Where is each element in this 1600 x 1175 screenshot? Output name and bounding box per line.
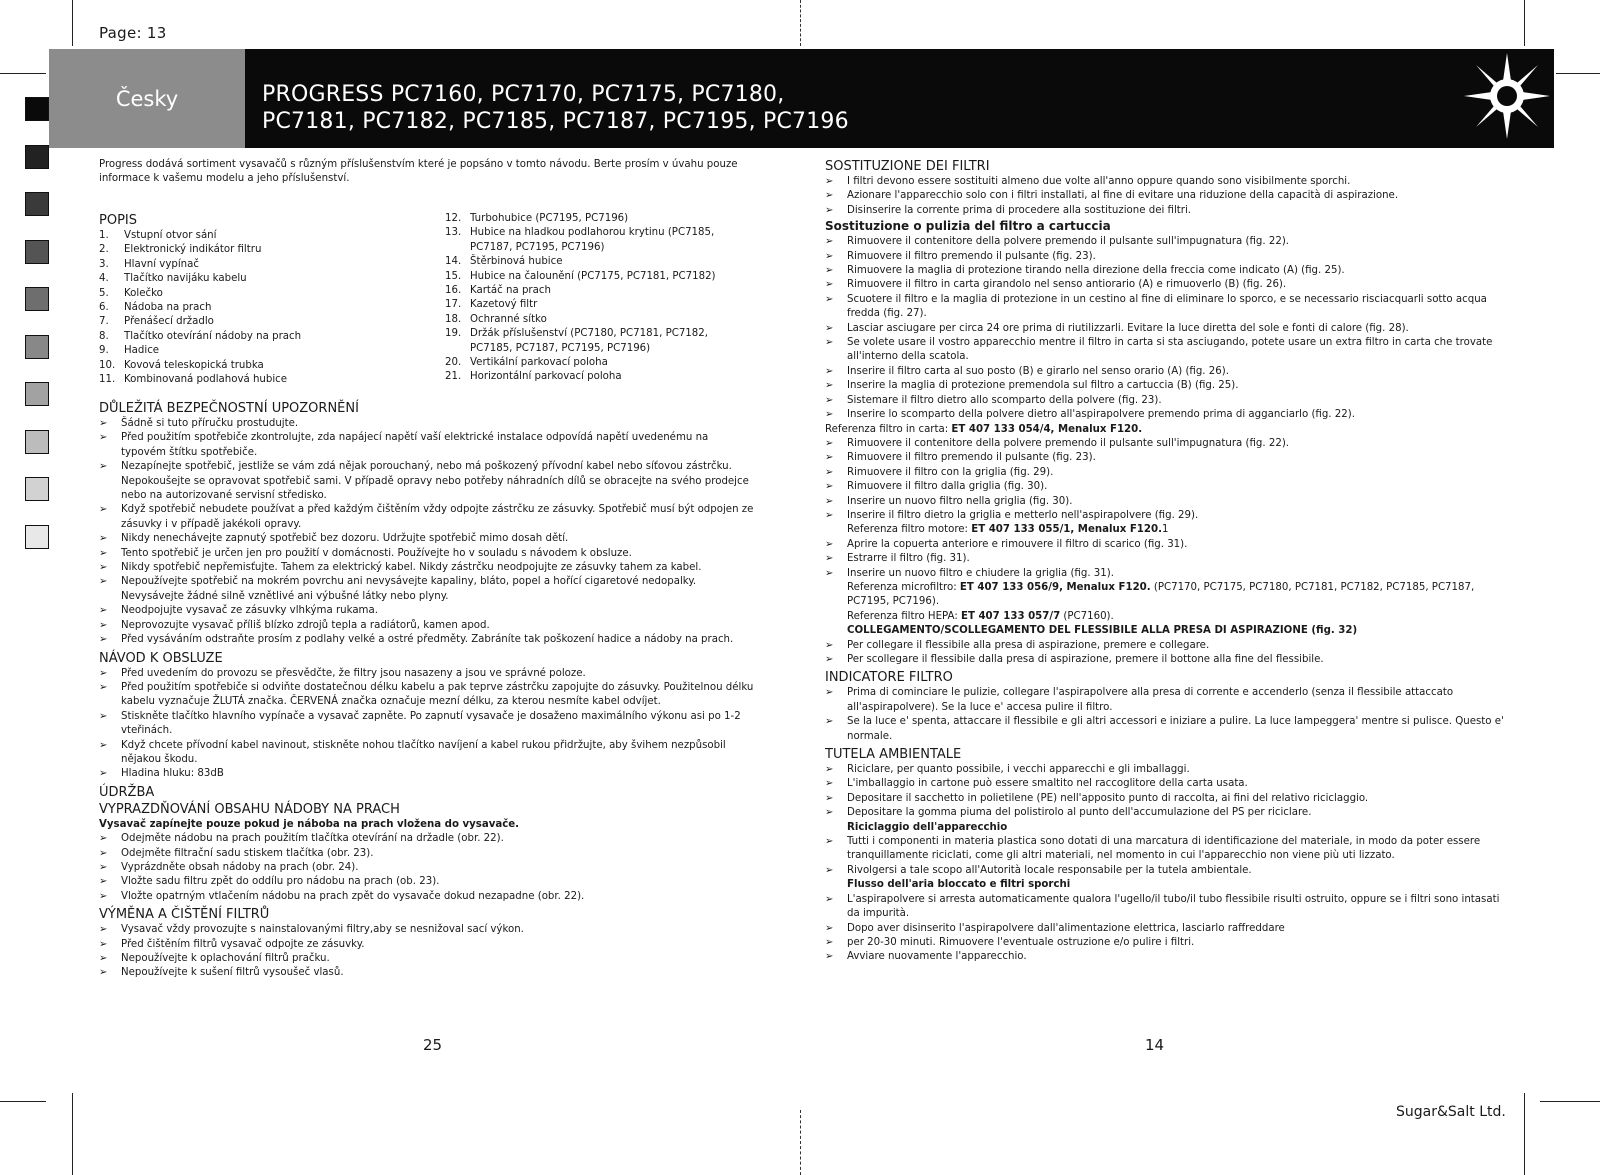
list-item: ➢ Per scollegare il flessibile dalla presa di aspirazione, premere il bottone alla fine del flessibile. [825,653,1505,667]
popis-item [445,356,745,370]
list-item: ➢ Stiskněte tlačítko hlavního vypínače a vysavač zapněte. Po zapnutí vysavače je dosaženo maximálního výkonu asi po 1-2 vteřinách. [99,710,754,739]
list-item: ➢ Lasciar asciugare per circa 24 ore prima di riutilizzarli. Evitare la luce diretta del sole e fonti di calore (fig. 28). [825,322,1505,336]
popis-text: Kovová teleskopická trubka [124,359,264,371]
title-line: PROGRESS PC7160, PC7170, PC7175, PC7180, [262,82,785,107]
list-item: ➢ Rimuovere il contenitore della polvere premendo il pulsante sull'impugnatura (fig. 22). [825,235,1505,249]
popis-section-2 [445,212,745,385]
gray-swatch [25,145,49,169]
crop-mark [0,1101,46,1102]
popis-number: 13. [445,227,462,239]
ref-label: Referenza filtro HEPA: [847,610,961,622]
crop-mark [72,1093,73,1175]
ref-label: Referenza microfiltro: [847,581,960,593]
safety-heading: DŮLEŽITÁ BEZPEČNOSTNÍ UPOZORNĚNÍ [99,401,359,416]
list-item: ➢ Rimuovere il filtro con la griglia (fig. 29). [825,466,1505,480]
list-item: ➢ Inserire il filtro carta al suo posto (B) e girarlo nel senso orario (A) (fig. 26). [825,365,1505,379]
list-item: ➢ Rimuovere il contenitore della polvere premendo il pulsante sull'impugnatura (fig. 22). [825,437,1505,451]
popis-text: Nádoba na prach [124,302,212,314]
popis-text: Ochranné sítko [470,313,547,325]
vyprazd-heading: VYPRAZDŇOVÁNÍ OBSAHU NÁDOBY NA PRACH [99,801,400,817]
list-item: ➢ Rimuovere il filtro premendo il pulsante (fig. 23). [825,250,1505,264]
navod-heading: NÁVOD K OBSLUZE [99,650,223,666]
popis-number: 17. [445,299,462,311]
popis-number: 1. [99,230,109,241]
popis-item [445,313,745,327]
popis-item [99,287,429,301]
list-item: ➢ Neodpojujte vysavač ze zásuvky vlhkýma rukama. [99,604,754,618]
popis-number: 10. [99,359,116,371]
list-item: ➢ Rivolgersi a tale scopo all'Autorità locale responsabile per la tutela ambientale. [825,864,1505,878]
crop-mark [0,73,46,74]
popis-number: 4. [99,273,109,285]
popis-text: Přenášecí držadlo [124,316,214,328]
popis-item [445,255,745,269]
popis-text: Kolečko [124,287,163,299]
fold-line [800,1110,801,1175]
gray-swatch [25,525,49,549]
page-label: Page: 13 [99,24,167,42]
popis-item [99,373,429,387]
list-item: ➢ Depositare la gomma piuma del polistirolo al punto dell'accumulazione del PS per riciclare. [825,806,1505,820]
crop-mark [1524,0,1525,46]
sost-list [825,175,1505,218]
popis-number: 20. [445,357,462,369]
popis-text: Elektronický indikátor filtru [124,244,262,256]
popis-text: Kombinovaná podlahová hubice [124,374,288,386]
popis-text: Kazetový filtr [470,299,538,311]
ref-micro [825,581,1505,610]
popis-item [99,315,429,329]
popis-number: 21. [445,371,462,383]
ref-label: Referenza filtro in carta: [825,423,952,435]
popis-item [445,298,745,312]
list-item: ➢ Vyprázdněte obsah nádoby na prach (obr. 24). [99,861,754,875]
gray-swatch [25,382,49,406]
popis-item [445,226,745,255]
popis-heading: POPIS [99,213,137,228]
popis-item [445,370,745,384]
popis-list [445,212,745,385]
vymena-list [99,923,754,981]
list-item: ➢ Inserire la maglia di protezione premendola sul filtro a cartuccia (B) (fig. 25). [825,379,1505,393]
ref-tail: 1 [1161,524,1169,536]
list-item: ➢ Prima di cominciare le pulizie, collegare l'aspirapolvere alla presa di corrente e accenderlo (senza il flessibile attaccato all'aspirapolvere). Se la luce e' accesa pulire il filtro. [825,686,1505,715]
ref-carta [825,423,1505,437]
list-item: ➢ Riciclare, per quanto possibile, i vecchi apparecchi e gli imballaggi. [825,763,1505,777]
popis-text: Horizontální parkovací poloha [470,371,622,383]
pulizia-list [825,235,1505,422]
popis-item [445,212,745,226]
popis-number: 16. [445,285,462,297]
popis-text: Držák příslušenství (PC7180, PC7181, PC7182, PC7185, PC7187, PC7195, PC7196) [470,328,708,354]
list-item: ➢ Rimuovere la maglia di protezione tirando nella direzione della freccia come indicato (A) (fig. 25). [825,264,1505,278]
list-item: ➢ Nepoužívejte k sušení filtrů vysoušeč vlasů. [99,966,754,980]
list-item: ➢ Před vysáváním odstraňte prosím z podlahy velké a ostré předměty. Zabráníte tak poškození hadice a nádoby na prach. [99,633,754,647]
list-item: ➢ Před použitím spotřebiče si odviňte dostatečnou délku kabelu a pak teprve zástrčku zapojujte do zásuvky. Použitelnou délku kabelu vyznačuje ŽLUTÁ značka. ČERVENÁ značka označuje mezní délku, za kterou nesmíte kabel odvíjet. [99,681,754,710]
popis-number: 5. [99,287,109,299]
header-banner [49,49,1554,148]
list-item: ➢ Inserire il filtro dietro la griglia e metterlo nell'aspirapolvere (fig. 29). [825,509,1505,523]
vymena-heading: VÝMĚNA A ČIŠTĚNÍ FILTRŮ [99,907,270,923]
ref-value: ET 407 133 055/1, Menalux F120. [971,524,1162,536]
list-item: ➢ Aprire la copuerta anteriore e rimouvere il filtro di scarico (fig. 31). [825,538,1505,552]
popis-item [445,327,745,356]
popis-item [99,330,429,344]
popis-item [445,270,745,284]
vyprazd-note: Vysavač zapínejte pouze pokud je náboba na prach vložena do vysavače. [99,818,520,830]
gray-swatch [25,477,49,501]
popis-item [99,301,429,315]
list-item: ➢ Nezapínejte spotřebič, jestliže se vám zdá nějak porouchaný, nebo má poškozený přívodní kabel nebo síťovou zástrčku. Nepokoušejte se opravovat spotřebič sami. V případě opravy nebo potřeby náhradních dílů se obracejte na svého prodejce nebo na autorizované servisní středisko. [99,460,754,503]
ref-label: Referenza filtro motore: [847,524,972,536]
uscita-list [825,538,1505,581]
popis-list [99,229,429,387]
popis-number: 19. [445,328,462,340]
list-item: ➢ Rimuovere il filtro premendo il pulsante (fig. 23). [825,451,1505,465]
popis-number: 3. [99,258,109,270]
indic-list [825,686,1505,744]
list-item: ➢ Per collegare il flessibile alla presa di aspirazione, premere e collegare. [825,639,1505,653]
list-item: ➢ Nepoužívejte spotřebič na mokrém povrchu ani nevysávejte kapaliny, bláto, popel a hořící cigaretové nedopalky. Nevysávejte žádné silně vznětlivé ani výbušné látky nebo plyny. [99,575,754,604]
list-item: ➢ Nikdy spotřebič nepřemisťujte. Tahem za elektrický kabel. Nikdy zástrčku neodpojujte ze zásuvky tahem za kabel. [99,561,754,575]
popis-text: Turbohubice (PC7195, PC7196) [470,213,629,224]
list-item: ➢ Dopo aver disinserito l'aspirapolvere dall'alimentazione elettrica, lasciarlo raffreddare [825,922,1505,936]
flusso-list [825,893,1505,965]
popis-item [99,359,429,373]
coll-heading-text: COLLEGAMENTO/SCOLLEGAMENTO DEL FLESSIBILE ALLA PRESA DI ASPIRAZIONE [847,625,1308,637]
ref-value: ET 407 133 056/9, Menalux F120. [959,581,1151,593]
popis-number: 12. [445,213,462,224]
list-item: ➢ Rimuovere il filtro in carta girandolo nel senso antiorario (A) e rimuoverlo (B) (fig. 26). [825,278,1505,292]
list-item: ➢ Se volete usare il vostro apparecchio mentre il filtro in carta si sta asciugando, potete usare un extra filtro in carta che trovate all'interno della scatola. [825,336,1505,365]
crop-mark [1556,73,1600,74]
popis-text: Tlačítko otevírání nádoby na prach [124,330,302,342]
popis-text: Hubice na čalounění (PC7175, PC7181, PC7182) [470,270,716,282]
list-item: ➢ I filtri devono essere sostituiti almeno due volte all'anno oppure quando sono visibilmente sporchi. [825,175,1505,189]
popis-number: 7. [99,316,109,328]
popis-item [99,243,429,257]
popis-text: Hadice [124,345,160,357]
list-item: ➢ Disinserire la corrente prima di procedere alla sostituzione dei filtri. [825,204,1505,218]
ref-value: ET 407 133 054/4, Menalux F120. [951,423,1143,435]
fold-line [800,0,801,46]
gray-swatch [25,335,49,359]
list-item: ➢ Neprovozujte vysavač příliš blízko zdrojů tepla a radiátorů, kamen apod. [99,619,754,633]
list-item: ➢ Estrarre il filtro (fig. 31). [825,552,1505,566]
list-item: ➢ Šádně si tuto příručku prostudujte. [99,417,754,431]
list-item: ➢ Nepoužívejte k oplachování filtrů pračku. [99,952,754,966]
udrzba-heading: ÚDRŽBA [99,784,155,800]
gray-swatch [25,430,49,454]
coll-list [825,639,1505,668]
page-number-left: 25 [423,1036,443,1054]
popis-item [99,258,429,272]
list-item: ➢ per 20-30 minuti. Rimuovere l'eventuale ostruzione e/o pulire i filtri. [825,936,1505,950]
ref-tail: (PC7170, PC7175, PC7180, PC7181, PC7182, PC7185, PC7187, PC7195, PC7196). [847,581,1475,608]
sun-logo-icon [1462,51,1552,141]
popis-number: 11. [99,374,116,386]
coll-heading [825,624,1505,638]
list-item: ➢ Vložte sadu filtru zpět do oddílu pro nádobu na prach (ob. 23). [99,875,754,889]
scarico-list [825,437,1505,523]
intro-paragraph: Progress dodává sortiment vysavačů s různým příslušenstvím které je popsáno v tomto návodu. Berte prosím v úvahu pouze informace k vašemu modelu a jeho příslušenství. [99,159,738,185]
list-item: ➢ Tutti i componenti in materia plastica sono dotati di una marcatura di identificazione del materiale, in modo da poter essere tranquillamente riciclati, come gli altri materiali, nel momento in cui l'apparecchio non viene più uti lizzato. [825,835,1505,864]
popis-text: Vertikální parkovací poloha [470,357,608,369]
list-item: ➢ Inserire un nuovo filtro e chiudere la griglia (fig. 31). [825,567,1505,581]
coll-fig: (fig. 32) [1307,625,1358,637]
list-item: ➢ Avviare nuovamente l'apparecchio. [825,950,1505,964]
list-item: ➢ Se la luce e' spenta, attaccare il flessibile e gli altri accessori e iniziare a pulire. La luce lampeggera' mentre si pulisce. Questo e' normale. [825,715,1505,744]
list-item: ➢ Před čištěním filtrů vysavač odpojte ze zásuvky. [99,938,754,952]
list-item: ➢ Hladina hluku: 83dB [99,767,754,781]
popis-number: 6. [99,302,109,314]
footer-brand: Sugar&Salt Ltd. [1396,1104,1506,1120]
ricicl-heading: Riciclaggio dell'apparecchio [847,821,1008,833]
ref-motore [825,523,1505,537]
popis-text: Hlavní vypínač [124,258,199,270]
crop-mark [1540,1101,1600,1102]
page-number-right: 14 [1145,1036,1165,1054]
list-item: ➢ Vysavač vždy provozujte s nainstalovanými filtry,aby se nesnižoval sací výkon. [99,923,754,937]
left-sections [99,400,754,981]
safety-list [99,417,754,648]
list-item: ➢ Před uvedením do provozu se přesvědčte, že filtry jsou nasazeny a jsou ve správné poloze. [99,667,754,681]
intro-text [99,158,739,187]
gray-swatch [25,240,49,264]
flusso-heading: Flusso dell'aria bloccato e filtri sporchi [847,879,1071,891]
popis-item [99,272,429,286]
popis-text: Tlačítko navijáku kabelu [124,273,247,285]
list-item: ➢ Depositare il sacchetto in polietilene (PE) nell'apposito punto di raccolta, ai fini del relativo riciclaggio. [825,792,1505,806]
list-item: ➢ Inserire lo scomparto della polvere dietro all'aspirapolvere premendo prima di agganciarlo (fig. 22). [825,408,1505,422]
list-item: ➢ Rimuovere il filtro dalla griglia (fig. 30). [825,480,1505,494]
popis-text: Štěrbinová hubice [470,256,563,268]
ref-value: ET 407 133 057/7 [961,610,1061,622]
popis-section [99,212,429,387]
list-item: ➢ Odejměte filtrační sadu stiskem tlačítka (obr. 23). [99,847,754,861]
crop-mark [1524,1093,1525,1175]
right-sections [825,158,1505,965]
popis-text: Kartáč na prach [470,285,551,297]
ricicl-list [825,835,1505,878]
list-item: ➢ Tento spotřebič je určen jen pro použití v domácnosti. Používejte ho v souladu s návodem k obsluze. [99,547,754,561]
popis-number: 2. [99,244,109,256]
gray-swatch [25,287,49,311]
indic-heading: INDICATORE FILTRO [825,670,953,686]
list-item: ➢ Sistemare il filtro dietro allo scomparto della polvere (fig. 23). [825,394,1505,408]
list-item: ➢ L'imballaggio in cartone può essere smaltito nel raccoglitore della carta usata. [825,777,1505,791]
tutela-list [825,763,1505,821]
ref-tail: (PC7160). [1060,610,1114,622]
list-item: ➢ Odejměte nádobu na prach použitím tlačítka otevírání na držadle (obr. 22). [99,832,754,846]
popis-number: 8. [99,330,109,342]
gray-swatch [25,97,49,121]
list-item: ➢ Nikdy nenechávejte zapnutý spotřebič bez dozoru. Udržujte spotřebič mimo dosah dětí. [99,532,754,546]
list-item: ➢ Před použitím spotřebiče zkontrolujte, zda napájecí napětí vaší elektrické instalace odpovídá napětí uvedenému na typovém štítku spotřebiče. [99,431,754,460]
list-item: ➢ Inserire un nuovo filtro nella griglia (fig. 30). [825,495,1505,509]
tutela-heading: TUTELA AMBIENTALE [825,747,962,763]
gray-swatch [25,192,49,216]
title-line: PC7181, PC7182, PC7185, PC7187, PC7195, PC7196 [262,109,849,134]
list-item: ➢ Scuotere il filtro e la maglia di protezione in un cestino al fine di eliminare lo sporco, e se necessario risciacquarli sotto acqua fredda (fig. 27). [825,293,1505,322]
navod-list [99,667,754,782]
pulizia-heading: Sostituzione o pulizia del filtro a cartuccia [825,219,1111,234]
sost-heading: SOSTITUZIONE DEI FILTRI [825,159,990,174]
language-label: Česky [49,49,245,148]
popis-number: 9. [99,345,109,357]
popis-item [99,344,429,358]
popis-number: 18. [445,313,462,325]
page-title [262,81,849,135]
ref-hepa [825,610,1505,624]
list-item: ➢ L'aspirapolvere si arresta automaticamente qualora l'ugello/il tubo/il tubo flessibile risulti ostruito, oppure se i filtri sono intasati da impurità. [825,893,1505,922]
popis-item [445,284,745,298]
popis-text: Hubice na hladkou podlahorou krytinu (PC7185, PC7187, PC7195, PC7196) [470,227,715,253]
crop-mark [72,0,73,46]
popis-number: 14. [445,256,462,268]
popis-item [99,229,429,243]
list-item: ➢ Azionare l'apparecchio solo con i filtri installati, al fine di evitare una riduzione della capacità di aspirazione. [825,189,1505,203]
popis-text: Vstupní otvor sání [124,230,217,241]
list-item: ➢ Když spotřebič nebudete používat a před každým čištěním vždy odpojte zástrčku ze zásuvky. Spotřebič musí být odpojen ze zásuvky i v případě jakékoli opravy. [99,503,754,532]
popis-number: 15. [445,270,462,282]
list-item: ➢ Když chcete přívodní kabel navinout, stiskněte nohou tlačítko navíjení a kabel rukou přidržujte, aby švihem nezpůsobil nějakou škodu. [99,739,754,768]
list-item: ➢ Vložte opatrným vtlačením nádobu na prach zpět do vysavače dokud nezapadne (obr. 22). [99,890,754,904]
vyprazd-list [99,832,754,904]
